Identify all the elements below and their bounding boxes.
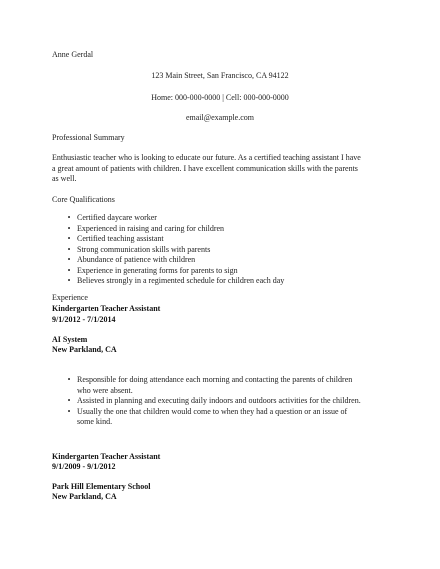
bullet-icon: • bbox=[67, 396, 71, 405]
duty-text: Usually the one that children would come to when they had a question or an issue of bbox=[77, 406, 348, 416]
summary-line: Enthusiastic teacher who is looking to educate our future. As a certified teaching assistant I have bbox=[52, 153, 361, 162]
experience-heading: Experience bbox=[52, 293, 88, 302]
bullet-icon: • bbox=[67, 213, 71, 222]
job-title: Kindergarten Teacher Assistant bbox=[52, 304, 161, 313]
phone-line: Home: 000-000-0000 | Cell: 000-000-0000 bbox=[151, 93, 289, 102]
qualification-text: Experience in generating forms for parents to sign bbox=[77, 265, 238, 275]
job-location: New Parkland, CA bbox=[52, 492, 117, 501]
qualification-text: Believes strongly in a regimented schedule for children each day bbox=[77, 276, 285, 285]
job-dates: 9/1/2009 - 9/1/2012 bbox=[52, 462, 116, 471]
summary-heading: Professional Summary bbox=[52, 133, 125, 142]
list-item bbox=[67, 406, 387, 428]
bullet-icon: • bbox=[67, 406, 71, 416]
bullet-icon: • bbox=[67, 375, 71, 384]
list-item bbox=[67, 223, 387, 235]
bullet-icon: • bbox=[67, 255, 71, 264]
bullet-icon: • bbox=[67, 244, 71, 254]
bullet-icon: • bbox=[67, 234, 71, 243]
duty-text: Responsible for doing attendance each morning and contacting the parents of children bbox=[77, 375, 353, 384]
job-employer: Park Hill Elementary School bbox=[52, 482, 151, 491]
bullet-icon: • bbox=[67, 276, 71, 285]
email-line: email@example.com bbox=[185, 113, 254, 122]
qualification-text: Strong communication skills with parents bbox=[77, 244, 211, 254]
list-item bbox=[67, 276, 387, 287]
qualification-text: Experienced in raising and caring for children bbox=[77, 223, 225, 233]
bullet-icon: • bbox=[67, 223, 71, 233]
list-item bbox=[67, 213, 387, 224]
candidate-name: Anne Gerdal bbox=[52, 50, 94, 59]
job-location: New Parkland, CA bbox=[52, 345, 117, 354]
qualifications-heading: Core Qualifications bbox=[52, 195, 115, 204]
qualification-text: Certified teaching assistant bbox=[77, 234, 164, 243]
list-item bbox=[67, 255, 387, 266]
summary-line: a great amount of patients with children. I have excellent communication skills with the parents bbox=[52, 163, 358, 173]
summary-text bbox=[52, 153, 382, 185]
duty-text: some kind. bbox=[77, 417, 113, 426]
list-item bbox=[67, 234, 387, 245]
list-item bbox=[67, 396, 387, 407]
qualifications-list bbox=[67, 213, 387, 287]
list-item bbox=[67, 265, 387, 277]
list-item bbox=[67, 375, 387, 396]
job-dates: 9/1/2012 - 7/1/2014 bbox=[52, 315, 116, 324]
summary-line: as well. bbox=[52, 174, 77, 183]
duty-text: Assisted in planning and executing daily indoors and outdoors activities for the children. bbox=[77, 396, 361, 405]
address-line: 123 Main Street, San Francisco, CA 94122 bbox=[151, 71, 289, 80]
duties-list bbox=[67, 375, 387, 428]
qualification-text: Abundance of patience with children bbox=[77, 255, 196, 264]
qualification-text: Certified daycare worker bbox=[77, 213, 157, 222]
bullet-icon: • bbox=[67, 265, 71, 275]
duty-text: who were absent. bbox=[77, 385, 133, 395]
job-title: Kindergarten Teacher Assistant bbox=[52, 452, 161, 461]
list-item bbox=[67, 244, 387, 256]
job-employer: AI System bbox=[52, 335, 88, 344]
